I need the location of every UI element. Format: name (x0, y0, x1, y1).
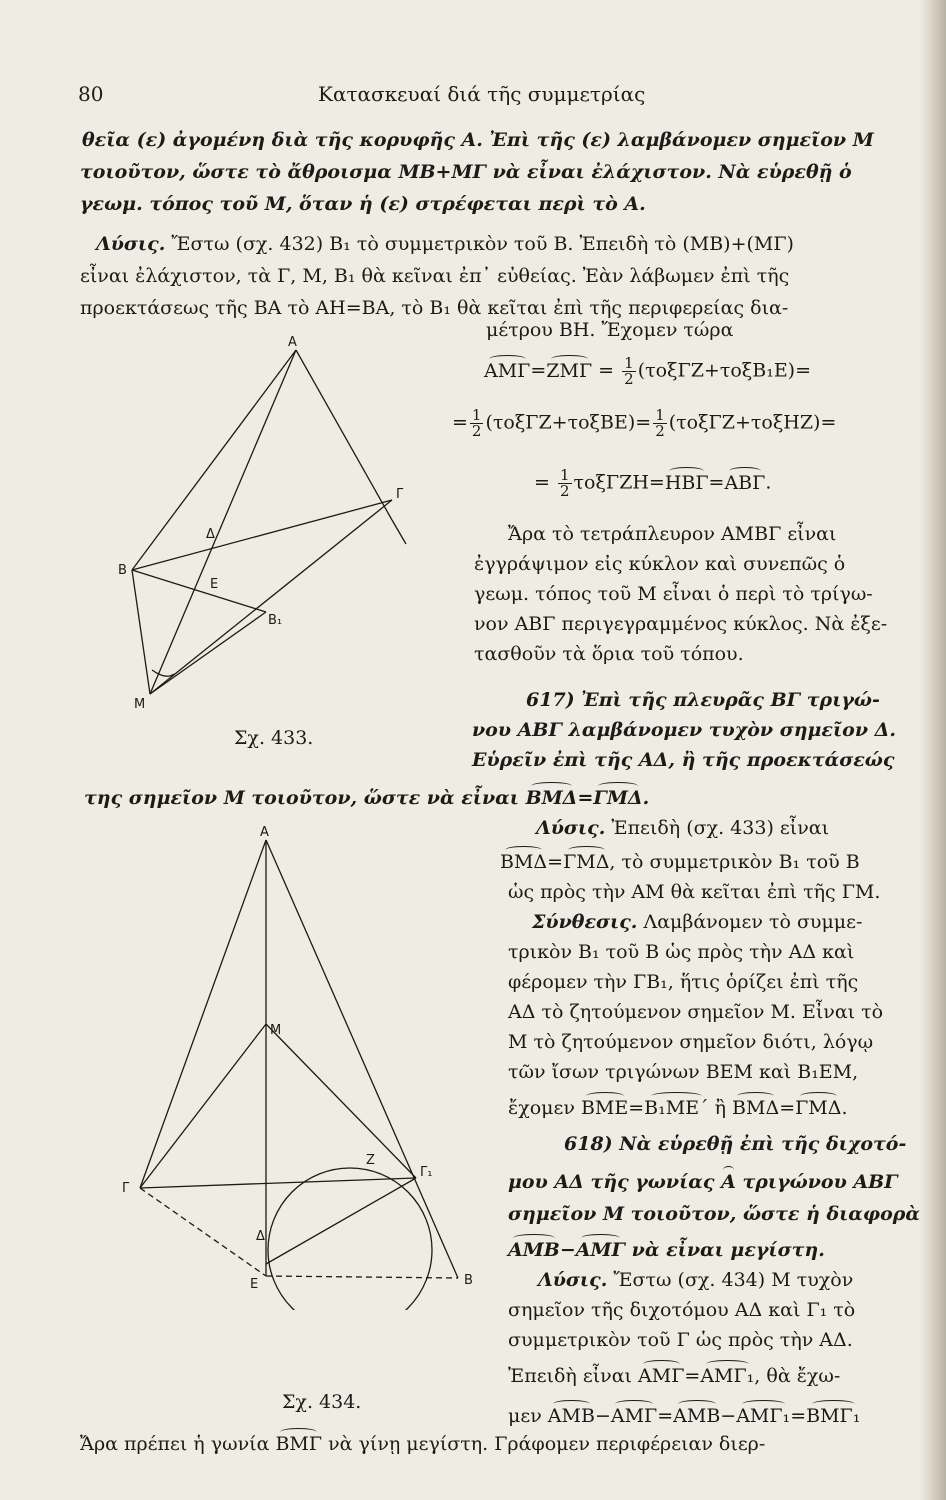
problem-617-line-3: Εὑρεῖν ἐπὶ τῆς ΑΔ, ἢ τῆς προεκτάσεώς (472, 749, 895, 771)
fig434-line-MG (140, 1024, 266, 1188)
text-conclusion-4: νον ΑΒΓ περιγεγραμμένος κύκλος. Νὰ ἐξε- (474, 613, 888, 635)
figure-434-caption: Σχ. 434. (282, 1391, 362, 1413)
synthesis-line-2: τρικὸν Β₁ τοῦ Β ὡς πρὸς τὴν ΑΔ καὶ (508, 941, 855, 963)
problem-618-line-3: σημεῖον Μ τοιοῦτον, ὥστε ἡ διαφορὰ (508, 1203, 921, 1225)
fig433-angle-mark (152, 670, 174, 676)
fig434-label-G1: Γ₁ (420, 1165, 433, 1180)
synthesis-line-5: Μ τὸ ζητούμενον σημεῖον διότι, λόγῳ (508, 1031, 874, 1053)
running-title: Κατασκευαί διά τῆς συμμετρίας (318, 82, 646, 106)
solution-label: Λύσις. (96, 233, 166, 255)
problem-618-line-1: 618) Νὰ εὑρεθῇ ἐπὶ τῆς διχοτό- (564, 1133, 907, 1155)
fig434-line-G1D (266, 1178, 416, 1264)
solution-617-line-3: ὡς πρὸς τὴν ΑΜ θὰ κεῖται ἐπὶ τῆς ΓΜ. (508, 881, 881, 903)
fig434-line-MG1 (266, 1024, 416, 1178)
fig434-label-D: Δ (256, 1229, 265, 1244)
fig434-line-GE (140, 1188, 266, 1276)
fig433-label-B: Β (118, 563, 127, 578)
fig433-line-MG (150, 500, 392, 694)
text-conclusion-1: Ἄρα τὸ τετράπλευρον ΑΜΒΓ εἶναι (508, 523, 837, 545)
synthesis-line-4: ΑΔ τὸ ζητούμενον σημεῖον Μ. Εἶναι τὸ (508, 1001, 884, 1023)
solution-618-line-1: Λύσις. Ἔστω (σχ. 434) Μ τυχὸν (538, 1269, 854, 1291)
fig434-line-EB (266, 1276, 458, 1278)
fig433-line-GE (392, 520, 406, 544)
fig433-side-AG (296, 350, 392, 520)
figure-433 (100, 330, 440, 750)
solution-line-2: εἶναι ἐλάχιστον, τὰ Γ, Μ, Β₁ θὰ κεῖναι ἐπ᾽ εὐθείας. Ἐὰν λάβωμεν ἐπὶ τῆς (80, 265, 790, 287)
synthesis-line-6: τῶν ἴσων τριγώνων ΒΕΜ καὶ Β₁ΕΜ, (508, 1061, 859, 1083)
arc-HBG: ΗΒΓ (664, 471, 709, 494)
fig433-line-BB1 (132, 570, 266, 612)
fig433-label-E: Ε (210, 577, 219, 592)
synthesis-line-1: Σύνθεσις. Λαμβάνομεν τὸ συμμε- (532, 911, 863, 933)
solution-618-line-5: μεν ΑΜΒ−ΑΜΓ=ΑΜΒ−ΑΜΓ₁=ΒΜΓ₁ (508, 1405, 861, 1427)
arc-ABG: ΑΒΓ (724, 471, 766, 494)
equation-3: = $\frac{1}{2}$ τοξΓΖΗ=ΗΒΓ=ΑΒΓ. (534, 466, 772, 500)
arc-AMG: ΑΜΓ (484, 359, 531, 382)
fig434-label-B: Β (464, 1273, 473, 1288)
fig433-label-M: Μ (134, 697, 146, 712)
solution-618-line-3: συμμετρικὸν τοῦ Γ ὡς πρὸς τὴν ΑΔ. (508, 1329, 853, 1351)
equation-2: = $\frac{1}{2}$ (τοξΓΖ+τοξΒΕ)= $\frac{1}{2}$ (τοξΓΖ+τοξΗΖ)= (452, 406, 837, 440)
fig433-label-D: Δ (206, 527, 215, 542)
problem-617-line-4: της σημεῖον Μ τοιοῦτον, ὥστε νὰ εἶναι ΒΜΔ=ΓΜΔ. (84, 787, 650, 809)
fig433-label-A: Α (288, 335, 297, 350)
arc-GMD: ΓΜΔ (593, 787, 643, 809)
fig434-side-AB (266, 840, 458, 1278)
fig434-circle (268, 1168, 432, 1310)
solution-line-4: μέτρου ΒΗ. Ἔχομεν τώρα (486, 319, 734, 341)
fraction-half: $\frac{1}{2}$ (624, 354, 634, 388)
page-edge-shadow (920, 0, 946, 1500)
fig433-label-B1: Β₁ (268, 613, 283, 628)
solution-617-line-1: Λύσις. Ἐπειδὴ (σχ. 433) εἶναι (536, 817, 830, 839)
text-line-1: θεῖα (ε) ἀγομένη διὰ τῆς κορυφῆς Α. Ἐπὶ τῆς (ε) λαμβάνομεν σημεῖον Μ (82, 129, 874, 151)
synthesis-line-7: ἔχομεν ΒΜΕ=Β₁ΜΕ΄ ἢ ΒΜΔ=ΓΜΔ. (508, 1097, 848, 1119)
solution-617-line-2: ΒΜΔ=ΓΜΔ, τὸ συμμετρικὸν Β₁ τοῦ Β (500, 851, 860, 873)
fig434-label-A: Α (260, 825, 269, 840)
arc-ZMG: ΖΜΓ (546, 359, 593, 382)
fig433-line-BG (132, 500, 392, 570)
fig434-label-G: Γ (122, 1181, 130, 1196)
text-conclusion-3: γεωμ. τόπος τοῦ Μ εἶναι ὁ περὶ τὸ τρίγω- (474, 583, 873, 605)
fig434-label-Z: Ζ (366, 1153, 375, 1168)
fig434-label-E: Ε (250, 1277, 259, 1292)
fig433-line-BM (132, 570, 150, 694)
text-line-3: γεωμ. τόπος τοῦ Μ, ὅταν ἡ (ε) στρέφεται περὶ τὸ Α. (80, 193, 646, 215)
problem-618-line-2: μου ΑΔ τῆς γωνίας Α τριγώνου ΑΒΓ (508, 1171, 898, 1193)
text-conclusion-5: τασθοῦν τὰ ὅρια τοῦ τόπου. (474, 643, 744, 665)
fig434-label-M: Μ (270, 1023, 282, 1038)
text-line-2: τοιοῦτον, ὥστε τὸ ἄθροισμα ΜΒ+ΜΓ νὰ εἶναι ἐλάχιστον. Νὰ εὑρεθῇ ὁ (80, 161, 852, 183)
solution-618-line-4: Ἐπειδὴ εἶναι ΑΜΓ=ΑΜΓ₁, θὰ ἔχω- (508, 1365, 841, 1387)
final-line: Ἄρα πρέπει ἡ γωνία ΒΜΓ νὰ γίνῃ μεγίστη. Γράφομεν περιφέρειαν διερ- (80, 1433, 766, 1455)
solution-line-1 (96, 232, 794, 256)
equation-1: ΑΜΓ=ΖΜΓ = $\frac{1}{2}$ (τοξΓΖ+τοξΒ₁Ε)= (484, 354, 812, 388)
solution-618-line-2: σημεῖον τῆς διχοτόμου ΑΔ καὶ Γ₁ τὸ (508, 1299, 856, 1321)
figure-433-caption: Σχ. 433. (234, 727, 314, 749)
solution-text-1: Ἔστω (σχ. 432) Β₁ τὸ συμμετρικὸν τοῦ Β. Ἐπειδὴ τὸ (ΜΒ)+(ΜΓ) (171, 233, 794, 255)
synthesis-line-3: φέρομεν τὴν ΓΒ₁, ἥτις ὁρίζει ἐπὶ τῆς (508, 971, 859, 993)
problem-618-line-4: ΑΜΒ−ΑΜΓ νὰ εἶναι μεγίστη. (508, 1239, 825, 1261)
problem-617-line-1: 617) Ἐπὶ τῆς πλευρᾶς ΒΓ τριγώ- (526, 689, 880, 711)
page-number: 80 (78, 82, 104, 106)
synthesis-label: Σύνθεσις. (532, 911, 638, 933)
arc-BMD: ΒΜΔ (525, 787, 578, 809)
problem-617-number: 617) (526, 689, 575, 711)
fig434-line-GG1 (140, 1178, 416, 1188)
problem-617-line-2: νου ΑΒΓ λαμβάνομεν τυχὸν σημεῖον Δ. (472, 719, 896, 741)
fig433-label-G: Γ (396, 487, 404, 502)
fig434-side-AG (140, 840, 266, 1188)
solution-line-3: προεκτάσεως τῆς ΒΑ τὸ ΑΗ=ΒΑ, τὸ Β₁ θὰ κεῖται ἐπὶ τῆς περιφερείας δια- (80, 297, 789, 319)
text-conclusion-2: ἐγγράψιμον εἰς κύκλον καὶ συνεπῶς ὁ (474, 553, 846, 575)
problem-618-number: 618) (564, 1133, 613, 1155)
figure-434 (110, 820, 490, 1310)
